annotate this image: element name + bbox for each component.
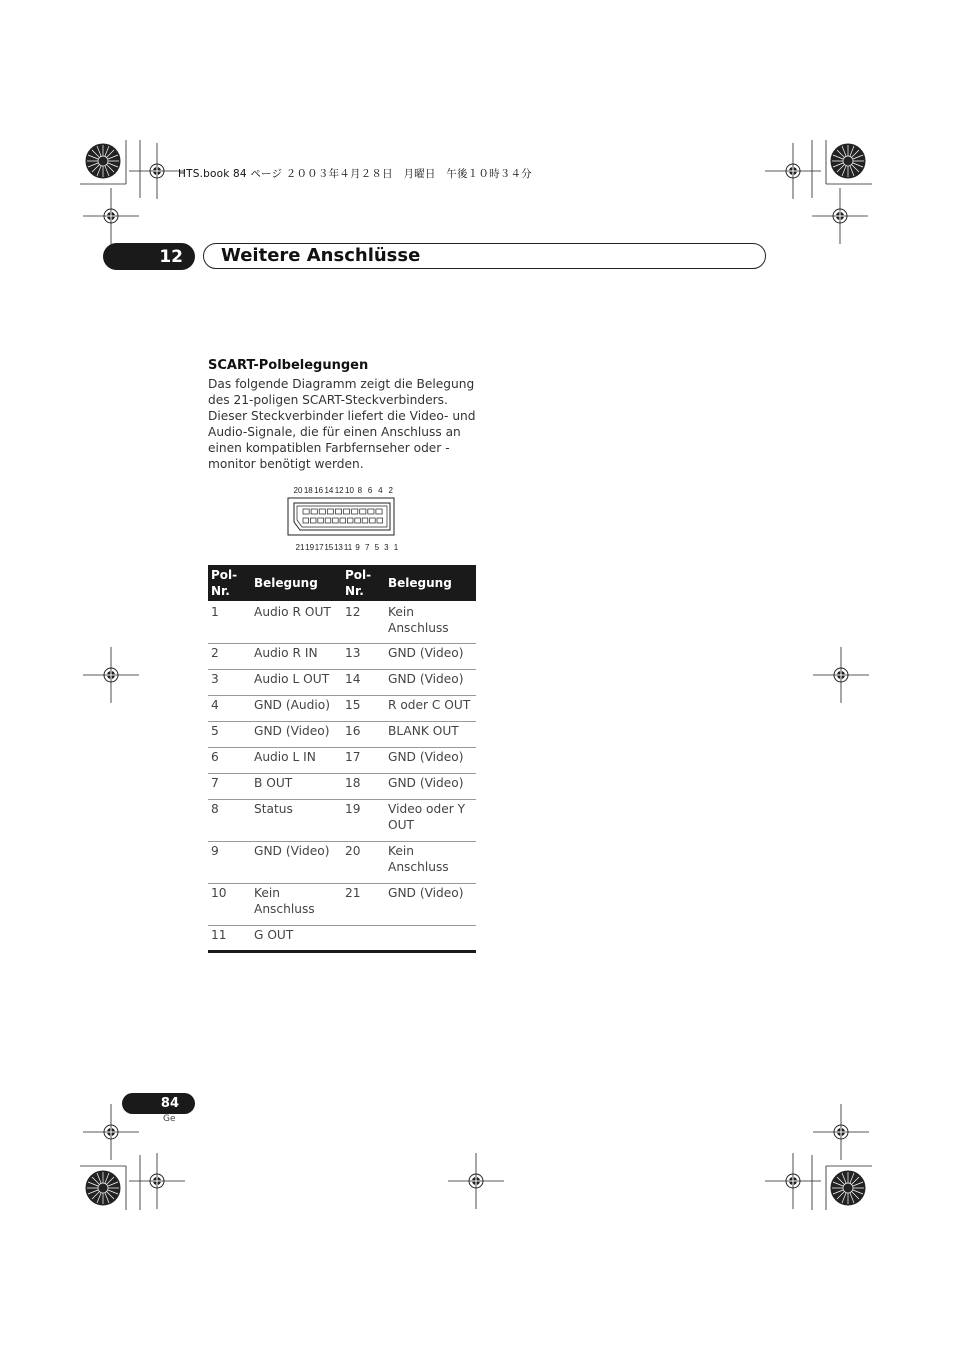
- pin-number-cell: 21: [342, 883, 385, 925]
- pin-slot: [333, 518, 339, 523]
- assignment-cell: GND (Video): [385, 643, 476, 669]
- assignment-cell: [385, 925, 476, 951]
- assignment-cell: B OUT: [251, 773, 342, 799]
- connector-pin-slots: [303, 509, 383, 523]
- pin-number-cell: 13: [342, 643, 385, 669]
- pin-number-cell: 20: [342, 841, 385, 883]
- pin-slot: [303, 518, 309, 523]
- pin-number-cell: 2: [208, 643, 251, 669]
- pin-number-cell: 7: [208, 773, 251, 799]
- chapter-number-badge: [103, 243, 195, 270]
- pin-slot: [340, 518, 346, 523]
- pin-label: 14: [324, 486, 334, 495]
- scart-pin-table: [208, 565, 476, 953]
- pin-number-cell: 6: [208, 747, 251, 773]
- pin-slot: [347, 518, 353, 523]
- pin-number-cell: 9: [208, 841, 251, 883]
- pin-label: 8: [357, 486, 363, 495]
- table-header-row: [208, 565, 476, 601]
- connector-bottom-pin-labels: [296, 543, 399, 552]
- header-assignment: Belegung: [385, 565, 476, 601]
- pin-label: 18: [303, 486, 313, 495]
- pin-slot: [377, 518, 383, 523]
- chapter-number: 12: [159, 246, 183, 267]
- pin-number-cell: 11: [208, 925, 251, 951]
- pin-number-cell: 17: [342, 747, 385, 773]
- pin-number-cell: 8: [208, 799, 251, 841]
- assignment-cell: Kein Anschluss: [385, 841, 476, 883]
- pin-number-cell: 16: [342, 721, 385, 747]
- pin-slot: [327, 509, 333, 514]
- assignment-cell: R oder C OUT: [385, 695, 476, 721]
- pin-label: 16: [314, 486, 324, 495]
- assignment-cell: Kein Anschluss: [251, 883, 342, 925]
- assignment-cell: BLANK OUT: [385, 721, 476, 747]
- table-row: [208, 643, 476, 669]
- assignment-cell: Video oder Y OUT: [385, 799, 476, 841]
- assignment-cell: Audio L OUT: [251, 669, 342, 695]
- scart-connector-diagram: [286, 482, 402, 554]
- pin-slot: [311, 509, 317, 514]
- assignment-cell: GND (Video): [385, 669, 476, 695]
- chapter-title: Weitere Anschlüsse: [221, 245, 421, 266]
- pin-slot: [319, 509, 325, 514]
- assignment-cell: GND (Video): [251, 721, 342, 747]
- section-heading: SCART-Polbelegungen: [208, 358, 369, 373]
- pin-slot: [344, 509, 350, 514]
- pin-number-cell: 12: [342, 601, 385, 643]
- table-row: [208, 669, 476, 695]
- pin-label: 3: [384, 543, 389, 552]
- header-pin-number: Pol- Nr.: [208, 565, 251, 601]
- print-header-line: HTS.book 84 ページ ２００３年４月２８日 月曜日 午後１０時３４分: [178, 168, 532, 180]
- pin-label: 2: [388, 486, 393, 495]
- assignment-cell: GND (Video): [385, 747, 476, 773]
- pin-number-cell: 10: [208, 883, 251, 925]
- pin-slot: [355, 518, 361, 523]
- pin-number-cell: 15: [342, 695, 385, 721]
- pin-label: 19: [305, 543, 315, 552]
- pin-number-cell: [342, 925, 385, 951]
- pin-slot: [376, 509, 382, 514]
- pin-label: 5: [374, 543, 380, 552]
- pin-number-cell: 5: [208, 721, 251, 747]
- pin-slot: [318, 518, 324, 523]
- pin-slot: [370, 518, 376, 523]
- assignment-cell: Audio L IN: [251, 747, 342, 773]
- table-row: [208, 695, 476, 721]
- header-pin-number: Pol- Nr.: [342, 565, 385, 601]
- assignment-cell: Status: [251, 799, 342, 841]
- pin-slot: [310, 518, 316, 523]
- pin-label: 21: [295, 543, 305, 552]
- pin-label: 10: [345, 486, 354, 495]
- pin-label: 17: [314, 543, 324, 552]
- pin-slot: [362, 518, 368, 523]
- assignment-cell: GND (Video): [251, 841, 342, 883]
- pin-slot: [360, 509, 366, 514]
- table-row: [208, 601, 476, 643]
- pin-number-cell: 4: [208, 695, 251, 721]
- pin-slot: [335, 509, 341, 514]
- pin-label: 15: [324, 543, 334, 552]
- pin-number-cell: 3: [208, 669, 251, 695]
- assignment-cell: Audio R OUT: [251, 601, 342, 643]
- table-row: [208, 799, 476, 841]
- table-row: [208, 883, 476, 925]
- assignment-cell: Audio R IN: [251, 643, 342, 669]
- pin-slot: [303, 509, 309, 514]
- pin-slot: [325, 518, 331, 523]
- header-assignment: Belegung: [251, 565, 342, 601]
- connector-top-pin-labels: [294, 486, 394, 495]
- page-number: 84: [160, 1096, 179, 1111]
- pin-label: 11: [343, 543, 353, 552]
- pin-number-cell: 19: [342, 799, 385, 841]
- table-row: [208, 747, 476, 773]
- assignment-cell: G OUT: [251, 925, 342, 951]
- pin-label: 9: [355, 543, 360, 552]
- connector-outer-frame: [288, 498, 394, 535]
- pin-number-cell: 1: [208, 601, 251, 643]
- assignment-cell: GND (Audio): [251, 695, 342, 721]
- language-code: Ge: [163, 1114, 176, 1124]
- pin-label: 1: [393, 543, 399, 552]
- pin-slot: [352, 509, 358, 514]
- assignment-cell: GND (Video): [385, 883, 476, 925]
- pin-label: 6: [367, 486, 373, 495]
- assignment-cell: GND (Video): [385, 773, 476, 799]
- connector-shell: [294, 503, 390, 530]
- pin-slot: [368, 509, 374, 514]
- pin-number-cell: 18: [342, 773, 385, 799]
- assignment-cell: Kein Anschluss: [385, 601, 476, 643]
- star-target-icon: [86, 144, 120, 178]
- section-intro-text: Das folgende Diagramm zeigt die Belegung des 21-poligen SCART-Steckverbinders. Dieser Steckverbinder liefert die Video- und Audio-Signale, die für einen Anschluss an einen kompatiblen Farbfernseher oder -monitor benötigt werden.: [208, 377, 476, 471]
- page-number-badge: [122, 1093, 195, 1114]
- pin-label: 4: [378, 486, 383, 495]
- pin-label: 12: [334, 486, 344, 495]
- table-row: [208, 773, 476, 799]
- pin-number-cell: 14: [342, 669, 385, 695]
- pin-label: 7: [364, 543, 370, 552]
- table-row: [208, 721, 476, 747]
- table-row: [208, 925, 476, 951]
- table-row: [208, 841, 476, 883]
- pin-label: 13: [333, 543, 343, 552]
- pin-label: 20: [293, 486, 303, 495]
